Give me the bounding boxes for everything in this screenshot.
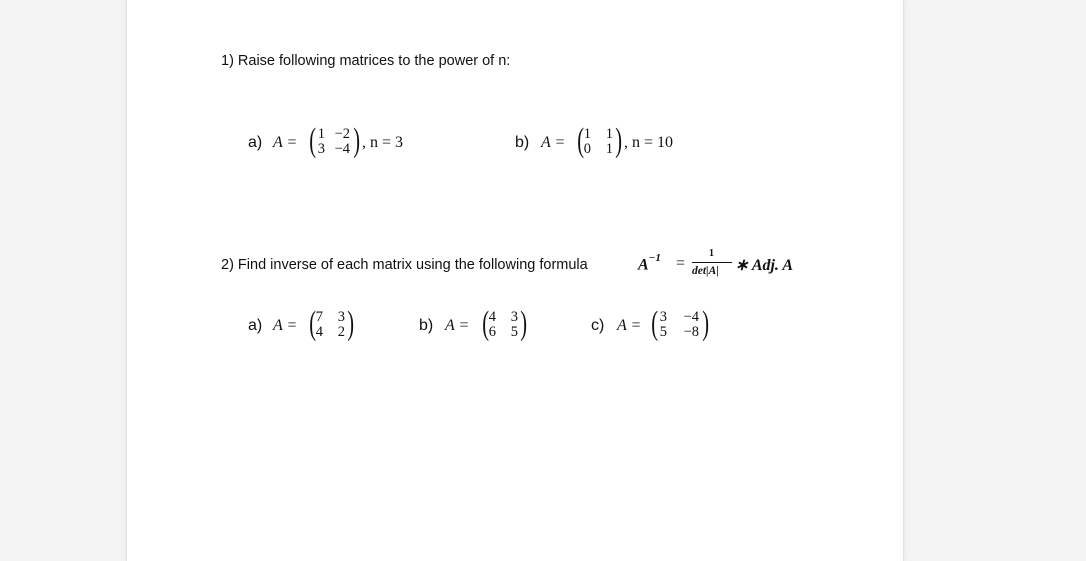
q2-c-label: c)	[591, 317, 605, 334]
matrix-cell: 0	[583, 141, 591, 157]
matrix-cell: 3	[337, 309, 345, 325]
matrix-cell: −8	[683, 324, 699, 340]
q1-a-lhs: A =	[273, 134, 298, 151]
matrix-cell: 4	[315, 324, 323, 340]
formula-denominator: det|A|	[692, 265, 719, 277]
q2-a-matrix: ( 7 3 4 2 )	[307, 310, 377, 342]
document-page	[126, 0, 904, 561]
matrix-cell: 3	[659, 309, 667, 325]
matrix-cell: −4	[334, 141, 350, 157]
q1-a-matrix: ( 1 −2 3 −4 )	[307, 127, 377, 159]
formula-fraction-bar	[692, 262, 732, 263]
formula-equals: =	[676, 255, 686, 272]
matrix-cell: −4	[683, 309, 699, 325]
matrix-cell: 1	[605, 126, 613, 142]
matrix-cell: 1	[317, 126, 325, 142]
matrix-cell: 6	[488, 324, 496, 340]
question-2-title: 2) Find inverse of each matrix using the following formula	[221, 257, 588, 273]
q1-b-label: b)	[515, 134, 530, 151]
question-1-title: 1) Raise following matrices to the power of n:	[221, 53, 511, 69]
formula-adjugate: ∗ Adj. A	[735, 257, 794, 274]
matrix-cell: 1	[605, 141, 613, 157]
matrix-cell: 1	[583, 126, 591, 142]
q2-c-lhs: A =	[617, 317, 642, 334]
q2-a-lhs: A =	[273, 317, 298, 334]
matrix-cell: 2	[337, 324, 345, 340]
q2-c-matrix: ( 3 −4 5 −8 )	[649, 310, 729, 342]
q1-a-label: a)	[248, 134, 263, 151]
q2-b-lhs: A =	[445, 317, 470, 334]
matrix-cell: 5	[659, 324, 667, 340]
matrix-cell: 7	[315, 309, 323, 325]
q1-b-lhs: A =	[541, 134, 566, 151]
matrix-cell: 3	[317, 141, 325, 157]
q2-a-label: a)	[248, 317, 263, 334]
formula-inverse: $A^{-1}$	[638, 252, 661, 274]
formula-numerator: 1	[709, 248, 714, 259]
q1-b-matrix: ( 1 1 0 1 )	[575, 127, 645, 159]
q2-b-label: b)	[419, 317, 434, 334]
matrix-cell: 3	[510, 309, 518, 325]
q1-b-power: , n = 10	[624, 134, 674, 151]
matrix-cell: 4	[488, 309, 496, 325]
q2-b-matrix: ( 4 3 6 5 )	[480, 310, 550, 342]
matrix-cell: −2	[334, 126, 350, 142]
matrix-cell: 5	[510, 324, 518, 340]
q1-a-power: , n = 3	[362, 134, 404, 151]
